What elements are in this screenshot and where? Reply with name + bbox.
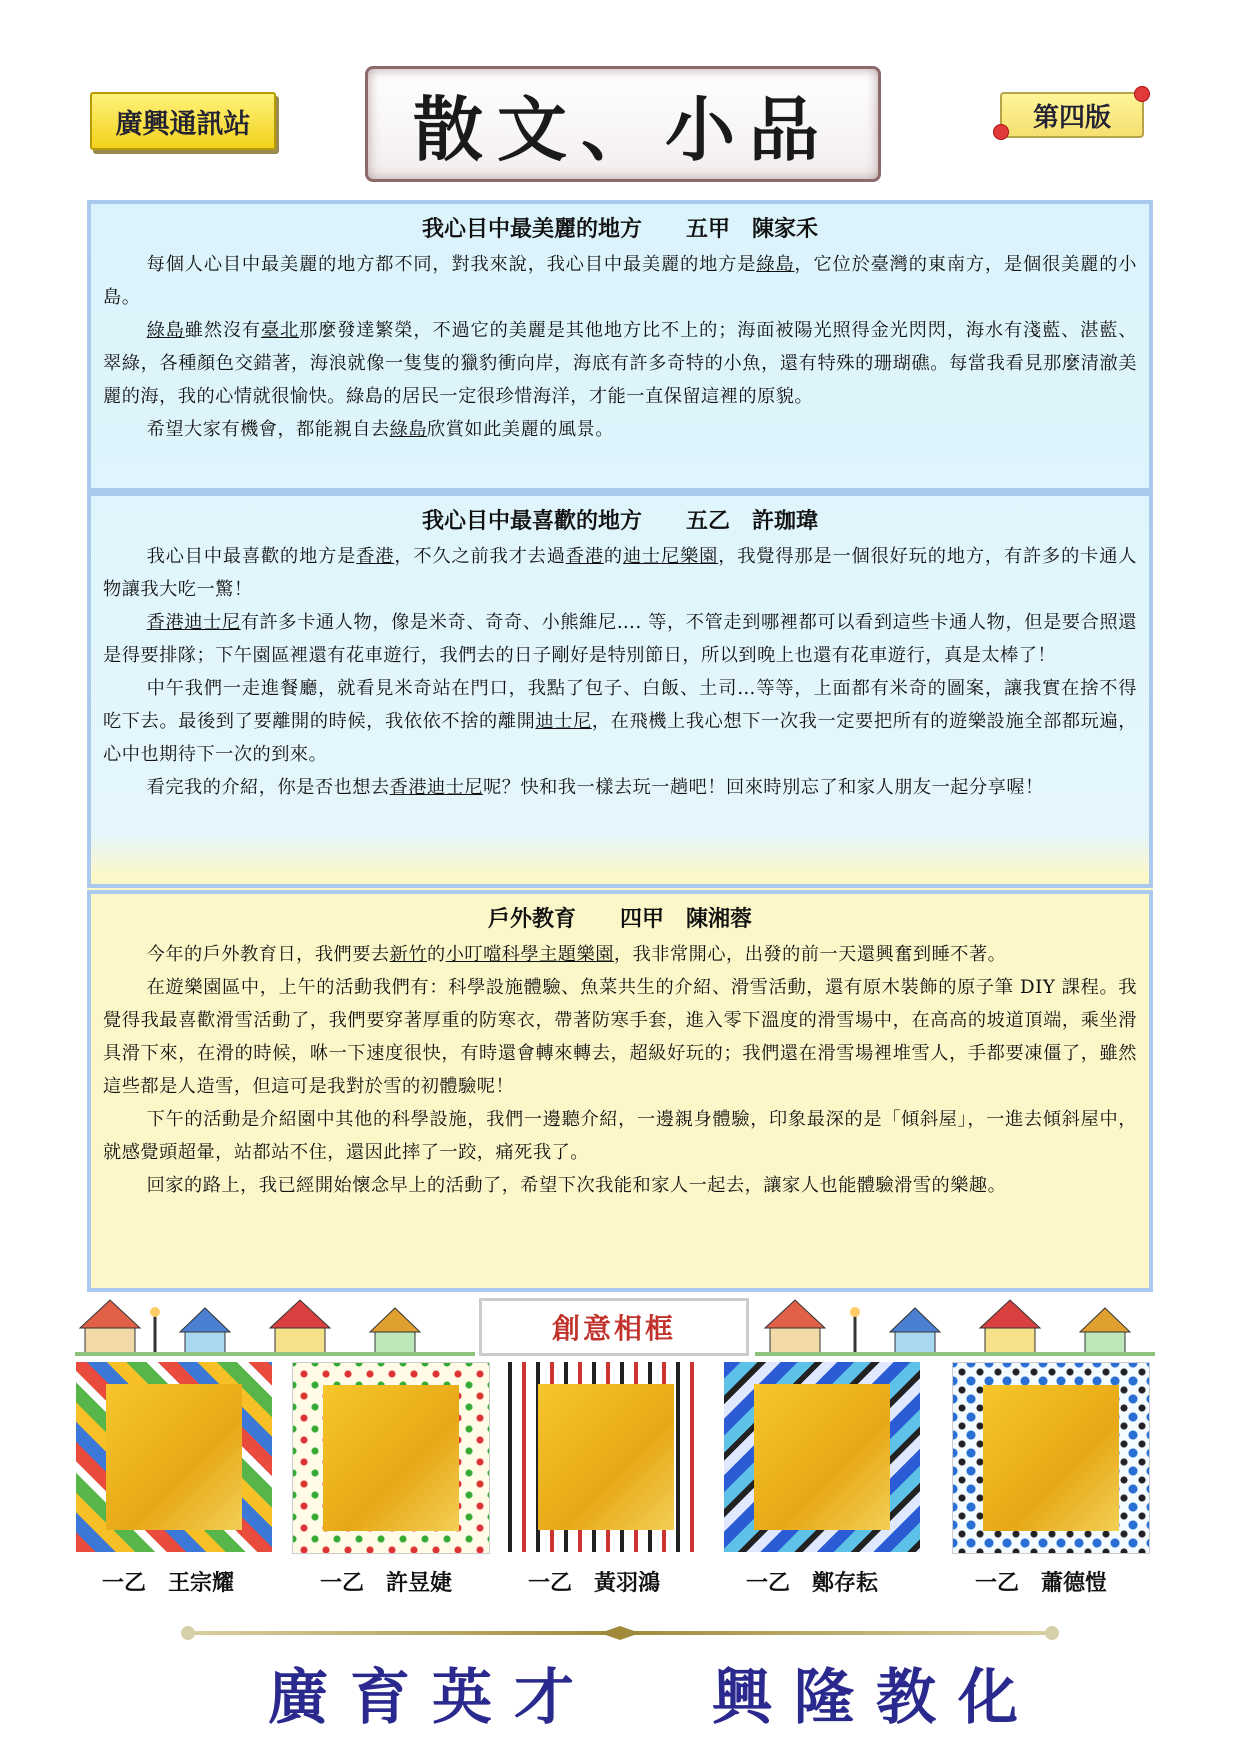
pin-dot (993, 124, 1009, 140)
place-name: 香港 (356, 546, 395, 567)
frame-caption: 一乙 鄭存耘 (746, 1570, 879, 1596)
article-paragraph: 希望大家有機會，都能親自去綠島欣賞如此美麗的風景。 (146, 419, 614, 440)
page-banner (365, 66, 881, 182)
article-paragraph: 回家的路上，我已經開始懷念早上的活動了，希望下次我能和家人一起去，讓家人也能體驗滑雪的樂趣。 (146, 1175, 1007, 1196)
article-title: 我心目中最喜歡的地方 五乙 許珈瑋 (421, 508, 818, 534)
place-name: 綠島 (389, 419, 428, 440)
article-title: 戶外教育 四甲 陳湘蓉 (487, 906, 752, 932)
newsletter-tag: 廣興通訊站 (90, 92, 276, 150)
place-name: 綠島 (146, 320, 185, 341)
place-name: 香港迪士尼 (146, 612, 241, 633)
article-favorite-place (87, 492, 1153, 888)
motto-right: 興隆教化 (712, 1663, 1040, 1733)
place-name: 綠島 (756, 254, 795, 275)
houses-illustration (755, 1296, 1155, 1356)
article-paragraph: 今年的戶外教育日，我們要去新竹的小叮噹科學主題樂園，我非常開心，出發的前一天還興奮到睡不著。 (146, 944, 1007, 965)
houses-illustration (75, 1296, 475, 1356)
creative-frames-title: 創意相框 (479, 1298, 749, 1356)
decorative-divider (180, 1626, 1060, 1640)
photo-frame (508, 1362, 704, 1552)
frame-caption: 一乙 黃羽鴻 (528, 1570, 661, 1596)
article-body (103, 938, 1137, 1202)
place-name: 迪士尼 (535, 711, 592, 732)
edition-tag: 第四版 (1000, 92, 1144, 138)
page-title: 散文、小品 (413, 87, 833, 171)
place-name: 迪士尼樂園 (622, 546, 719, 567)
photo-frame (724, 1362, 920, 1552)
article-paragraph: 綠島雖然沒有臺北那麼發達繁榮，不過它的美麗是其他地方比不上的；海面被陽光照得金光閃閃，海水有淺藍、湛藍、翠綠，各種顏色交錯著，海浪就像一隻隻的獵豹衝向岸，海底有許多奇特的小魚，還有特殊的珊瑚礁。每當我看見那麼清澈美麗的海，我的心情就很愉快。綠島的居民一定很珍惜海洋，才能一直保留這裡的原貌。 (103, 320, 1137, 407)
article-outdoor-education (87, 890, 1153, 1292)
place-name: 香港 (565, 546, 604, 567)
article-paragraph: 香港迪士尼有許多卡通人物，像是米奇、奇奇、小熊維尼…. 等，不管走到哪裡都可以看到這些卡通人物，但是要合照還是得要排隊；下午園區裡還有花車遊行，我們去的日子剛好是特別節日，所以到晚上也還有花車遊行，真是太棒了！ (103, 612, 1137, 666)
article-paragraph: 看完我的介紹，你是否也想去香港迪士尼呢？快和我一樣去玩一趟吧！回來時別忘了和家人朋友一起分享喔！ (146, 777, 1044, 798)
place-name: 香港迪士尼 (389, 777, 484, 798)
place-name: 新竹 (389, 944, 428, 965)
frame-caption: 一乙 王宗耀 (102, 1570, 235, 1596)
article-paragraph: 中午我們一走進餐廳，就看見米奇站在門口，我點了包子、白飯、土司…等等，上面都有米奇的圖案，讓我實在捨不得吃下去。最後到了要離開的時候，我依依不捨的離開迪士尼，在飛機上我心想下一次我一定要把所有的遊樂設施全部都玩遍，心中也期待下一次的到來。 (103, 678, 1137, 765)
photo-frame (292, 1362, 490, 1554)
article-body (103, 248, 1137, 446)
photo-frame (952, 1362, 1150, 1554)
motto-left: 廣育英才 (268, 1663, 596, 1733)
place-name: 小叮噹科學主題樂園 (445, 944, 614, 965)
article-title: 我心目中最美麗的地方 五甲 陳家禾 (421, 216, 818, 242)
article-body (103, 540, 1137, 804)
pin-dot (1134, 86, 1150, 102)
photo-frame (76, 1362, 272, 1552)
article-paragraph: 我心目中最喜歡的地方是香港，不久之前我才去過香港的迪士尼樂園，我覺得那是一個很好玩的地方，有許多的卡通人物讓我大吃一驚！ (103, 546, 1137, 600)
article-paragraph: 在遊樂園區中，上午的活動我們有：科學設施體驗、魚菜共生的介紹、滑雪活動，還有原木裝飾的原子筆 DIY 課程。我覺得我最喜歡滑雪活動了，我們要穿著厚重的防寒衣，帶著防寒手套，進入零下溫度的滑雪場中，在高高的坡道頂端，乘坐滑具滑下來，在滑的時候，咻一下速度很快，有時還會轉來轉去，超級好玩的；我們還在滑雪場裡堆雪人，手都要凍僵了，雖然這些都是人造雪，但這可是我對於雪的初體驗呢！ (103, 977, 1137, 1097)
article-paragraph: 下午的活動是介紹園中其他的科學設施，我們一邊聽介紹，一邊親身體驗，印象最深的是「傾斜屋」，一進去傾斜屋中，就感覺頭超暈，站都站不住，還因此摔了一跤，痛死我了。 (103, 1109, 1137, 1163)
place-name: 臺北 (260, 320, 300, 341)
article-beautiful-place (87, 200, 1153, 492)
frame-caption: 一乙 許昱婕 (320, 1570, 453, 1596)
frame-caption: 一乙 蕭德愷 (975, 1570, 1108, 1596)
article-paragraph: 每個人心目中最美麗的地方都不同，對我來說，我心目中最美麗的地方是綠島，它位於臺灣的東南方，是個很美麗的小島。 (103, 254, 1137, 308)
